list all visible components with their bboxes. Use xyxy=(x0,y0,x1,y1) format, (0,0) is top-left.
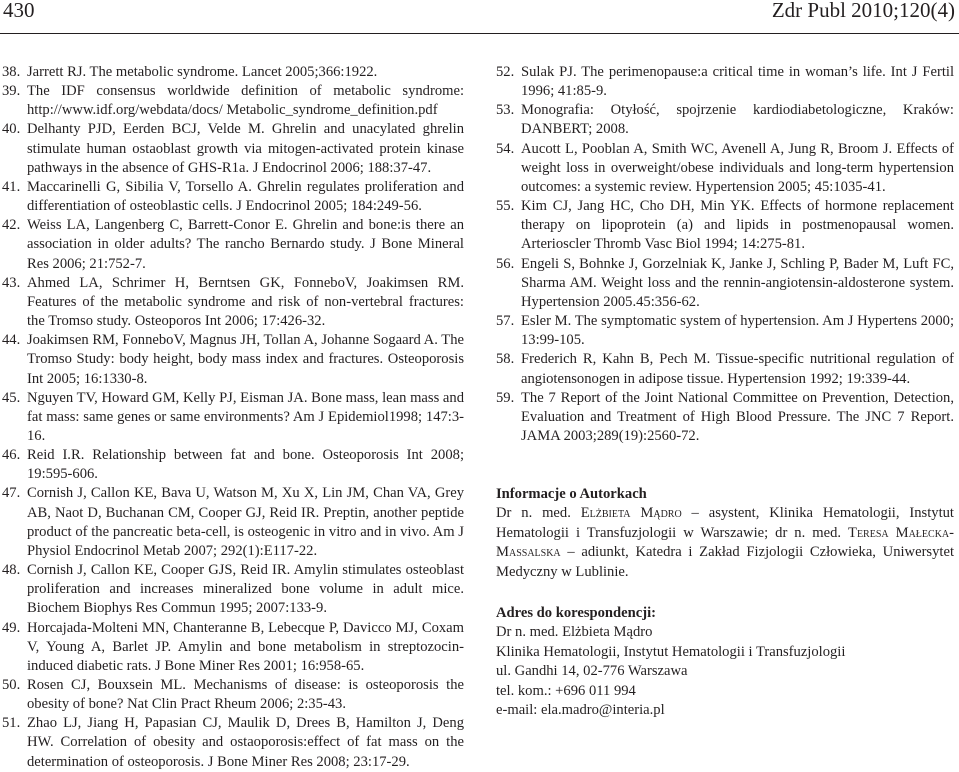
reference-number: 57. xyxy=(496,313,515,330)
reference-item xyxy=(2,484,464,561)
reference-number: 55. xyxy=(496,198,515,215)
reference-number: 42. xyxy=(2,217,21,234)
reference-number: 47. xyxy=(2,485,21,502)
authors-info-section xyxy=(496,485,954,582)
page-number: 430 xyxy=(3,0,35,22)
reference-item xyxy=(496,63,954,101)
reference-text: Monografia: Otyłość, spojrzenie kardiodiabetologiczne, Kraków: DANBERT; 2008. xyxy=(521,102,954,138)
journal-reference: Zdr Publ 2010;120(4) xyxy=(771,0,955,22)
reference-number: 49. xyxy=(2,619,21,636)
reference-number: 39. xyxy=(2,83,21,100)
reference-number: 54. xyxy=(496,140,515,157)
reference-item xyxy=(2,331,464,388)
reference-item xyxy=(496,389,954,446)
reference-text: Rosen CJ, Bouxsein ML. Mechanisms of disease: is osteoporosis the obesity of bone? Nat Clin Pract Rheum 2006; 2:35-43. xyxy=(27,677,464,713)
reference-item xyxy=(496,101,954,139)
correspondence-phone: tel. kom.: +696 011 994 xyxy=(496,682,636,699)
reference-number: 48. xyxy=(2,562,21,579)
reference-text: Ahmed LA, Schrimer H, Berntsen GK, FonneboV, Joakimsen RM. Features of the metabolic syndrome and risk of non-vertebral fractures: the Tromso study. Osteoporos Int 2006; 17:426-32. xyxy=(27,274,464,330)
reference-text: Horcajada-Molteni MN, Chanteranne B, Lebecque P, Davicco MJ, Coxam V, Young A, Barlet JP. Amylin and bone metabolism in streptozocin-induced diabetic rats. J Bone Miner Res 2001; 16:958-65. xyxy=(27,619,464,674)
reference-list-right xyxy=(496,63,954,446)
reference-number: 58. xyxy=(496,351,515,368)
reference-item xyxy=(2,274,464,331)
reference-text: Esler M. The symptomatic system of hypertension. Am J Hypertens 2000; 13:99-105. xyxy=(521,313,954,349)
reference-text: Cornish J, Callon KE, Bava U, Watson M, Xu X, Lin JM, Chan VA, Grey AB, Naot D, Buchanan CM, Cooper GJ, Reid IR. Preptin, another peptide product of the pancreatic beta-cell, is osteogenic in vitro and in vivo. Am J Physiol Endocrinol Metab 2007; 292(1):E117-22. xyxy=(27,485,464,559)
reference-item xyxy=(496,350,954,388)
reference-item xyxy=(2,120,464,177)
reference-text: Engeli S, Bohnke J, Gorzelniak K, Janke J, Schling P, Bader M, Luft FC, Sharma AM. Weight loss and the rennin-angiotensin-aldosterone system. Hypertension 2005.45:356-62. xyxy=(521,255,954,310)
reference-number: 44. xyxy=(2,332,21,349)
author-name-madro: Elżbieta Mądro xyxy=(580,505,682,522)
reference-text: Sulak PJ. The perimenopause:a critical time in woman’s life. Int J Fertil 1996; 41:85-9. xyxy=(521,64,954,100)
reference-item xyxy=(496,255,954,312)
reference-item xyxy=(2,714,464,771)
authors-info-title: Informacje o Autorkach xyxy=(496,486,647,502)
reference-list-left xyxy=(2,63,464,772)
reference-number: 50. xyxy=(2,677,21,693)
reference-number: 46. xyxy=(2,447,21,464)
reference-item xyxy=(2,63,464,82)
reference-item xyxy=(2,216,464,273)
reference-item xyxy=(496,140,954,197)
reference-item xyxy=(496,312,954,350)
reference-item xyxy=(2,676,464,714)
correspondence-name: Dr n. med. Elżbieta Mądro xyxy=(496,624,653,641)
reference-text: Aucott L, Pooblan A, Smith WC, Avenell A, Jung R, Broom J. Effects of weight loss in overweight/obese individuals and long-term hypertension outcomes: a systemic review. Hypertension 2005; 45:1035-41. xyxy=(521,140,954,195)
reference-text: Weiss LA, Langenberg C, Barrett-Conor E. Ghrelin and bone:is there an association in older adults? The rancho Bernardo study. J Bone Mineral Res 2006; 21:752-7. xyxy=(27,217,464,272)
reference-text: Jarrett RJ. The metabolic syndrome. Lancet 2005;366:1922. xyxy=(27,64,378,80)
reference-text: Maccarinelli G, Sibilia V, Torsello A. Ghrelin regulates proliferation and differentiation of osteoblastic cells. J Endocrinol 2005; 184:249-56. xyxy=(27,178,464,215)
reference-item xyxy=(2,389,464,446)
reference-text: Joakimsen RM, FonneboV, Magnus JH, Tollan A, Johanne Sogaard A. The Tromso Study: body height, body mass index and fractures. Osteoporosis Int 2005; 16:1330-8. xyxy=(27,332,464,387)
reference-number: 53. xyxy=(496,102,515,119)
reference-number: 45. xyxy=(2,389,21,406)
reference-text: The 7 Report of the Joint National Committee on Prevention, Detection, Evaluation and Treatment of High Blood Pressure. The JNC 7 Report. JAMA 2003;289(19):2560-72. xyxy=(521,389,954,444)
reference-item xyxy=(2,619,464,676)
reference-text: Kim CJ, Jang HC, Cho DH, Min YK. Effects of hormone replacement therapy on lipoprotein (a) and lipids in postmenopausal women. Arterioscler Thromb Vasc Biol 1994; 14:275-81. xyxy=(521,198,954,253)
reference-item xyxy=(2,178,464,216)
reference-item xyxy=(2,446,464,484)
correspondence-section xyxy=(496,604,954,720)
correspondence-email: e-mail: ela.madro@interia.pl xyxy=(496,702,665,719)
reference-text: Reid I.R. Relationship between fat and bone. Osteoporosis Int 2008; 19:595-606. xyxy=(27,447,464,483)
reference-item xyxy=(2,82,464,120)
reference-number: 38. xyxy=(2,64,21,80)
authors-info-affiliation-1: – asystent, Klinika Hematologii, Instytut Hematologii i Transfuzjologii w Warszawie; dr n. med. xyxy=(496,505,954,541)
reference-text: Delhanty PJD, Eerden BCJ, Velde M. Ghrelin and unacylated ghrelin stimulate human ostaoblast growth via mitogen-activated protein kinase pathways in the absence of GHS-R1a. J Endocrinol 2006; 188:37-47. xyxy=(27,121,464,176)
reference-number: 40. xyxy=(2,121,21,138)
correspondence-street: ul. Gandhi 14, 02-776 Warszawa xyxy=(496,663,688,680)
reference-number: 56. xyxy=(496,255,515,272)
reference-number: 41. xyxy=(2,178,21,195)
reference-text: Cornish J, Callon KE, Cooper GJS, Reid IR. Amylin stimulates osteoblast proliferation and increases mineralized bone volume in adult mice. Biochem Biophys Res Commun 1995; 2007:133-9. xyxy=(27,562,464,617)
reference-text: The IDF consensus worldwide definition of metabolic syndrome: http://www.idf.org/webdata/docs/ Metabolic_syndrome_definition.pdf xyxy=(27,83,464,119)
reference-text: Frederich R, Kahn B, Pech M. Tissue-specific nutritional regulation of angiotensonogen in adipose tissue. Hypertension 1992; 19:339-44. xyxy=(521,351,954,387)
reference-text: Zhao LJ, Jiang H, Papasian CJ, Maulik D, Drees B, Hamilton J, Deng HW. Correlation of obesity and ostaoporosis:effect of fat mass on the determination of osteoporosis. J Bone Miner Res 2008; 23:17-29. xyxy=(27,715,464,770)
reference-item xyxy=(2,561,464,618)
correspondence-institution: Klinika Hematologii, Instytut Hematologii i Transfuzjologii xyxy=(496,643,846,660)
reference-number: 52. xyxy=(496,64,515,80)
reference-text: Nguyen TV, Howard GM, Kelly PJ, Eisman JA. Bone mass, lean mass and fat mass: same genes or same environments? Am J Epidemiol1998; 147:3-16. xyxy=(27,389,464,444)
authors-info-text xyxy=(496,504,954,582)
reference-item xyxy=(496,197,954,254)
authors-info-affiliation-2: – adiunkt, Katedra i Zakład Fizjologii Człowieka, Uniwersytet Medyczny w Lublinie. xyxy=(496,544,954,580)
reference-number: 43. xyxy=(2,274,21,291)
reference-number: 59. xyxy=(496,389,515,406)
header-rule xyxy=(0,33,959,34)
correspondence-title: Adres do korespondencji: xyxy=(496,605,657,621)
authors-info-prefix: Dr n. med. xyxy=(496,505,581,522)
author-name-malecka-massalska: Teresa Małecka-Massalska xyxy=(496,524,954,561)
reference-number: 51. xyxy=(2,715,21,732)
